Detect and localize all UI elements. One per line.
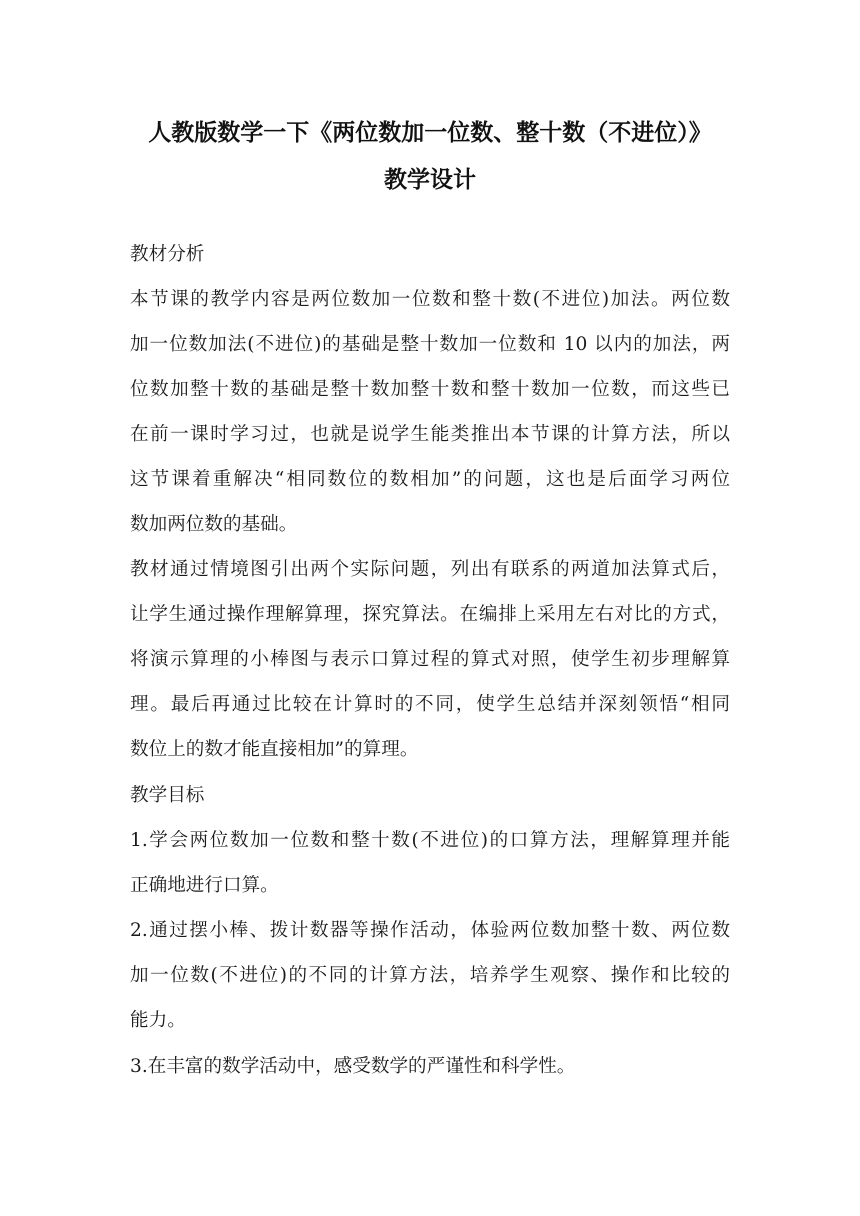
paragraph-2-line: 将演示算理的小棒图与表示口算过程的算式对照，使学生初步理解算 [130, 649, 730, 670]
document-title-line-2: 教学设计 [384, 167, 476, 193]
document-title-line-1: 人教版数学一下《两位数加一位数、整十数（不进位）》 [148, 120, 712, 146]
section-heading-textbook-analysis: 教材分析 [130, 244, 205, 265]
objective-2-line: 2.通过摆小棒、拨计数器等操作活动，体验两位数加整十数、两位数 [130, 920, 730, 941]
section-heading-teaching-objectives: 教学目标 [130, 785, 205, 806]
paragraph-1-line: 数加两位数的基础。 [130, 514, 298, 535]
objective-2-line: 加一位数(不进位)的不同的计算方法，培养学生观察、操作和比较的 [130, 965, 730, 986]
paragraph-2-line: 理。最后再通过比较在计算时的不同，使学生总结并深刻领悟“相同 [130, 694, 730, 715]
paragraph-1-line: 位数加整十数的基础是整十数加整十数和整十数加一位数，而这些已 [130, 379, 730, 400]
paragraph-2-line: 数位上的数才能直接相加”的算理。 [130, 739, 419, 760]
paragraph-1-line: 加一位数加法(不进位)的基础是整十数加一位数和 10 以内的加法，两 [130, 334, 730, 355]
objective-2-line: 能力。 [130, 1010, 186, 1031]
paragraph-1-line: 本节课的教学内容是两位数加一位数和整十数(不进位)加法。两位数 [130, 289, 730, 310]
paragraph-1-line: 这节课着重解决“相同数位的数相加”的问题，这也是后面学习两位 [130, 469, 730, 490]
paragraph-2-line: 教材通过情境图引出两个实际问题，列出有联系的两道加法算式后， [130, 559, 730, 580]
objective-1-line: 1.学会两位数加一位数和整十数(不进位)的口算方法，理解算理并能 [130, 830, 730, 851]
objective-3-line: 3.在丰富的数学活动中，感受数学的严谨性和科学性。 [130, 1056, 576, 1077]
paragraph-1-line: 在前一课时学习过，也就是说学生能类推出本节课的计算方法，所以 [130, 424, 730, 445]
objective-1-line: 正确地进行口算。 [130, 875, 279, 896]
paragraph-2-line: 让学生通过操作理解算理，探究算法。在编排上采用左右对比的方式， [130, 604, 730, 625]
